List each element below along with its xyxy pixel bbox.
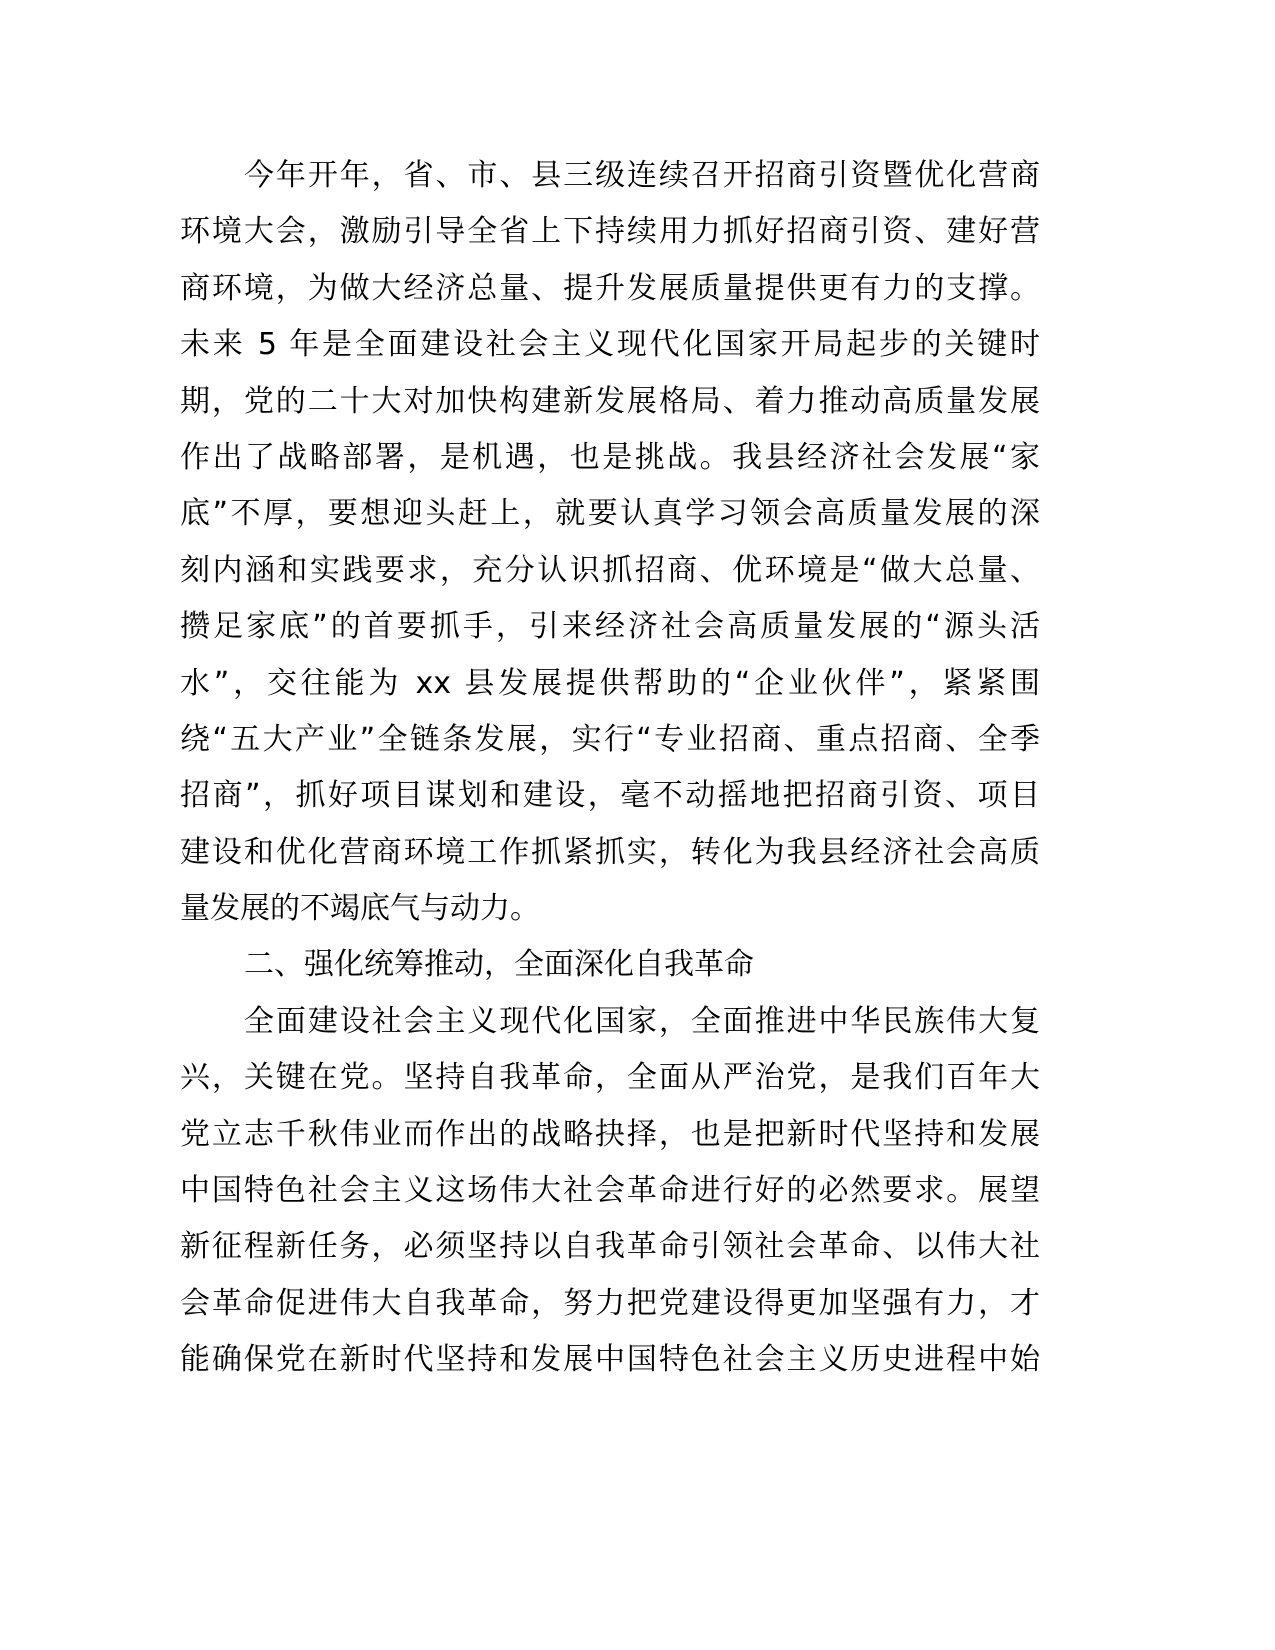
text-line: 今年开年，省、市、县三级连续召开招商引资暨优化营商	[244, 158, 1040, 193]
text-line: 商环境，为做大经济总量、提升发展质量提供更有力的支撑。	[180, 270, 1040, 306]
text-line: 全面建设社会主义现代化国家，全面推进中华民族伟大复	[244, 1003, 1040, 1039]
section-heading	[180, 937, 1040, 993]
text-line: 能确保党在新时代坚持和发展中国特色社会主义历史进程中始	[180, 1342, 1040, 1378]
text-line: 招商”，抓好项目谋划和建设，毫不动摇地把招商引资、项目	[180, 778, 1040, 814]
text-line: 未来 5 年是全面建设社会主义现代化国家开局起步的关键时	[180, 327, 1040, 363]
text-line: 中国特色社会主义这场伟大社会革命进行好的必然要求。展望	[180, 1173, 1040, 1209]
text-line: 期，党的二十大对加快构建新发展格局、着力推动高质量发展	[180, 383, 1040, 419]
heading-line: 二、强化统筹推动，全面深化自我革命	[244, 947, 754, 983]
text-line: 兴，关键在党。坚持自我革命，全面从严治党，是我们百年大	[180, 1060, 1040, 1096]
text-line: 建设和优化营商环境工作抓紧抓实，转化为我县经济社会高质	[180, 834, 1040, 870]
text-line: 党立志千秋伟业而作出的战略抉择，也是把新时代坚持和发展	[180, 1116, 1040, 1152]
text-line: 会革命促进伟大自我革命，努力把党建设得更加坚强有力，才	[180, 1285, 1040, 1321]
text-line: 作出了战略部署，是机遇，也是挑战。我县经济社会发展“家	[180, 439, 1040, 475]
document-body	[180, 148, 1040, 1389]
text-line: 刻内涵和实践要求，充分认识抓招商、优环境是“做大总量、	[180, 552, 1040, 588]
text-line: 水”，交往能为 xx 县发展提供帮助的“企业伙伴”，紧紧围	[180, 665, 1040, 701]
text-line: 环境大会，激励引导全省上下持续用力抓好招商引资、建好营	[180, 214, 1040, 250]
text-line: 底”不厚，要想迎头赶上，就要认真学习领会高质量发展的深	[180, 496, 1040, 532]
text-line: 绕“五大产业”全链条发展，实行“专业招商、重点招商、全季	[180, 721, 1040, 757]
text-line: 量发展的不竭底气与动力。	[180, 891, 540, 927]
text-line: 新征程新任务，必须坚持以自我革命引领社会革命、以伟大社	[180, 1229, 1040, 1265]
paragraph-2	[180, 994, 1040, 1389]
text-line: 攒足家底”的首要抓手，引来经济社会高质量发展的“源头活	[180, 609, 1040, 645]
paragraph-1	[180, 148, 1040, 937]
